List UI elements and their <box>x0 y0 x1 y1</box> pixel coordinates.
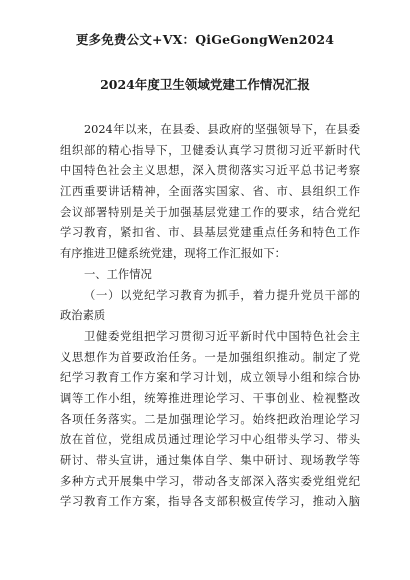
section-heading: 一、工作情况 <box>84 267 152 281</box>
paragraph-line: 学习教育，紧扣省、市、县基层党建重点任务和特色工作 <box>60 226 360 240</box>
paragraph-line: 多种方式开展集中学习，带动各支部深入落实委党组党纪 <box>60 474 360 488</box>
paragraph-line: 卫健委党组把学习贯彻习近平新时代中国特色社会主 <box>84 329 360 343</box>
paragraph-line: 义思想作为首要政治任务。一是加强组织推动。制定了党 <box>60 350 360 364</box>
paragraph-line: 会议部署特别是关于加强基层党建工作的要求，结合党纪 <box>60 205 360 219</box>
paragraph-line: 各项任务落实。二是加强理论学习。始终把政治理论学习 <box>60 412 360 426</box>
subsection-heading: （一）以党纪学习教育为抓手，着力提升党员干部的 <box>84 288 360 302</box>
subsection-heading-cont: 政治素质 <box>60 309 106 323</box>
paragraph-line: 有序推进卫健系统党建，现将工作汇报如下： <box>60 247 286 261</box>
paragraph-line: 2024年以来，在县委、县政府的坚强领导下，在县委 <box>84 123 360 136</box>
document-title: 2024年度卫生领域党建工作情况汇报 <box>100 77 310 92</box>
paragraph-line: 放在首位，党组成员通过理论学习中心组带头学习、带头 <box>60 433 360 447</box>
paragraph-line: 纪学习教育工作方案和学习计划，成立领导小组和综合协 <box>60 371 360 385</box>
paragraph-line: 研讨、带头宣讲，通过集体自学、集中研讨、现场教学等 <box>60 454 360 467</box>
document-body <box>60 120 360 513</box>
paragraph-line: 中国特色社会主义思想，深入贯彻落实习近平总书记考察 <box>60 164 360 178</box>
paragraph-line: 调等工作小组，统筹推进理论学习、干事创业、检视整改 <box>60 391 360 405</box>
paragraph-line: 学习教育工作方案，指导各支部积极宣传学习，推动入脑 <box>60 495 360 509</box>
paragraph-line: 江西重要讲话精神，全面落实国家、省、市、县组织工作 <box>60 185 360 199</box>
paragraph-line: 组织部的精心指导下，卫健委认真学习贯彻习近平新时代 <box>60 143 360 157</box>
watermark-header: 更多免费公文+VX：QiGeGongWen2024 <box>75 32 335 47</box>
